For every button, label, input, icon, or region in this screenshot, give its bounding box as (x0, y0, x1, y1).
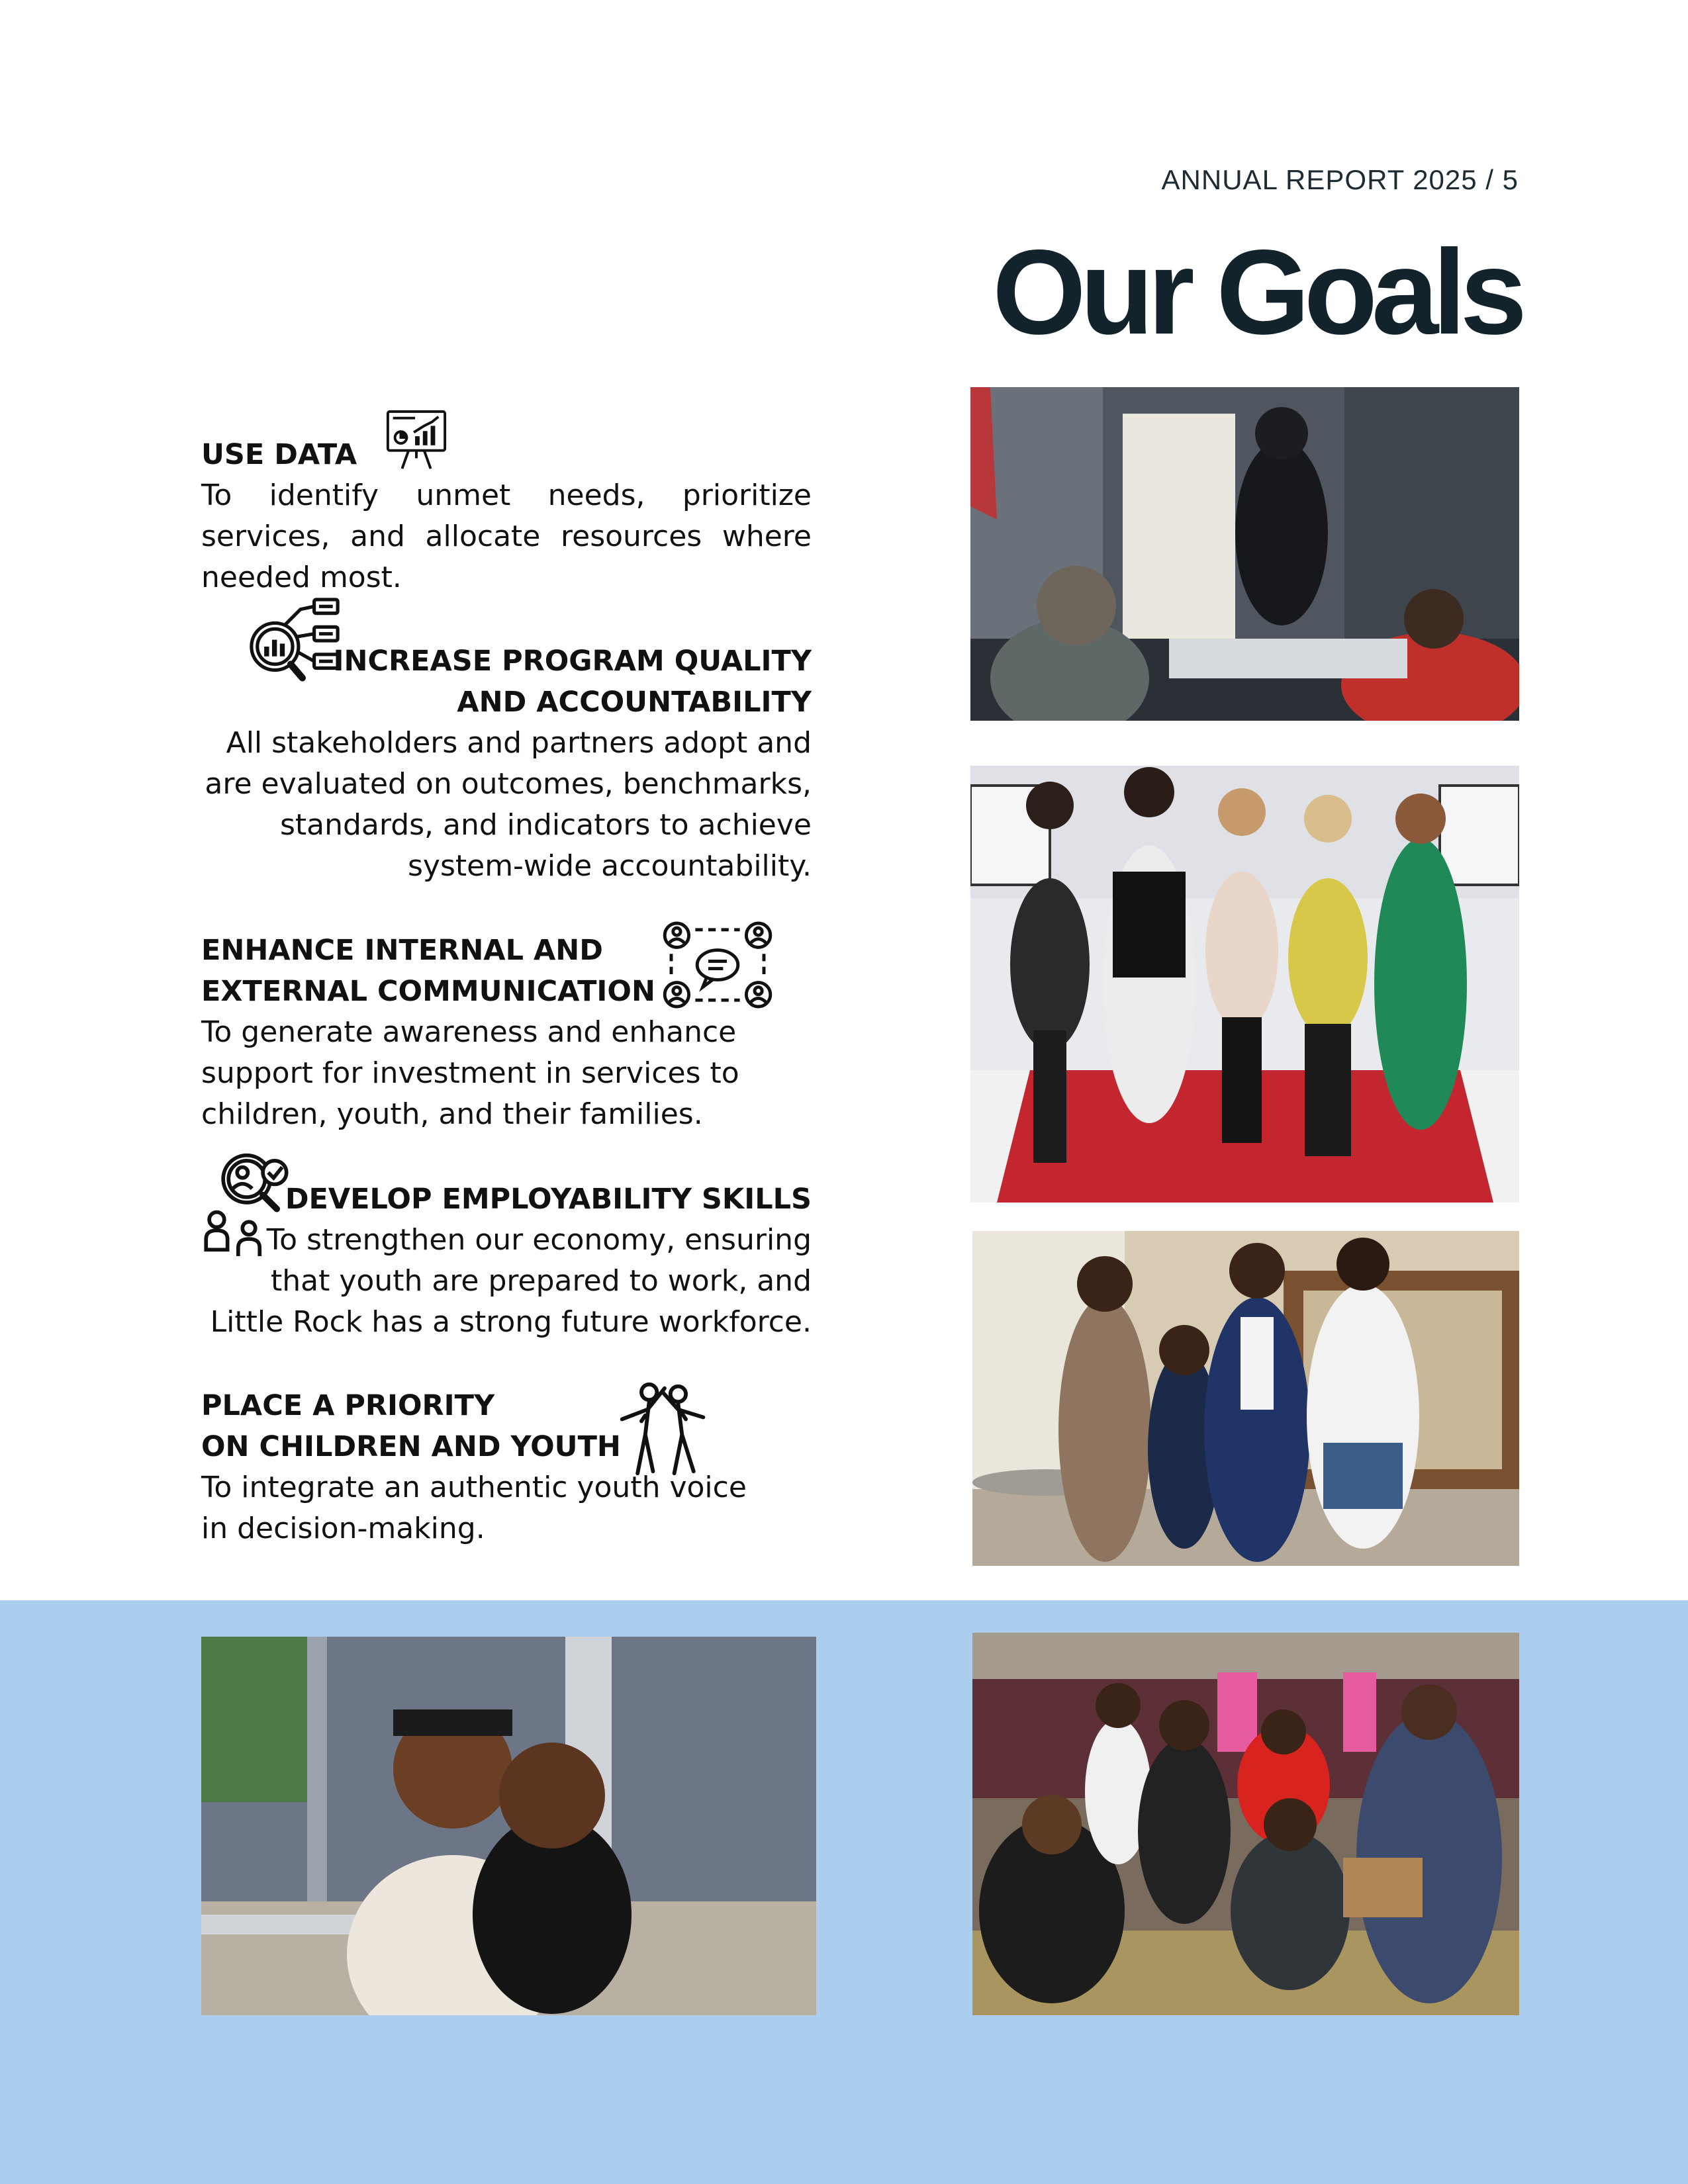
goal-text: system-wide accountability. (407, 849, 812, 883)
goal-heading: AND ACCOUNTABILITY (457, 686, 812, 719)
goal-text: that youth are prepared to work, and (271, 1264, 812, 1298)
children-playing-icon (616, 1381, 714, 1477)
photo-group-four-adults (972, 1231, 1519, 1566)
goal-text: To generate awareness and enhance (201, 1015, 737, 1049)
goal-text: All stakeholders and partners adopt and (226, 726, 812, 760)
presentation-chart-icon (384, 408, 449, 473)
goal-text: standards, and indicators to achieve (279, 808, 812, 842)
page-title: Our Goals (992, 224, 1521, 359)
magnifier-analytics-icon (245, 596, 344, 694)
photo-mother-and-child (201, 1637, 816, 2015)
goal-text: support for investment in services to (201, 1056, 739, 1090)
goal-heading: ON CHILDREN AND YOUTH (201, 1430, 621, 1463)
goal-text: To identify unmet needs, prioritize services, and allocate resources where needed most. (201, 478, 812, 594)
goal-heading: USE DATA (201, 438, 357, 471)
goal-heading: INCREASE PROGRAM QUALITY (333, 645, 812, 678)
goal-text: in decision-making. (201, 1512, 485, 1545)
goal-text: To integrate an authentic youth voice (201, 1471, 747, 1504)
goal-text: To strengthen our economy, ensuring (266, 1223, 812, 1257)
photo-group-graduation (970, 766, 1519, 1203)
goal-text: children, youth, and their families. (201, 1097, 703, 1131)
goal-children-youth (201, 1385, 812, 1549)
goal-heading: PLACE A PRIORITY (201, 1389, 495, 1422)
report-page-label: ANNUAL REPORT 2025 / 5 (1161, 164, 1519, 195)
goal-heading: DEVELOP EMPLOYABILITY SKILLS (285, 1183, 812, 1216)
group-chat-icon (662, 919, 773, 1011)
photo-youth-group-celebration (972, 1633, 1519, 2015)
goal-text: are evaluated on outcomes, benchmarks, (205, 767, 812, 801)
goal-use-data (201, 434, 812, 598)
job-search-icon (203, 1149, 312, 1256)
photo-workshop-flipchart (970, 387, 1519, 721)
goal-text: Little Rock has a strong future workforce. (210, 1305, 812, 1339)
goal-heading: EXTERNAL COMMUNICATION (201, 975, 655, 1008)
goal-heading: ENHANCE INTERNAL AND (201, 934, 603, 967)
